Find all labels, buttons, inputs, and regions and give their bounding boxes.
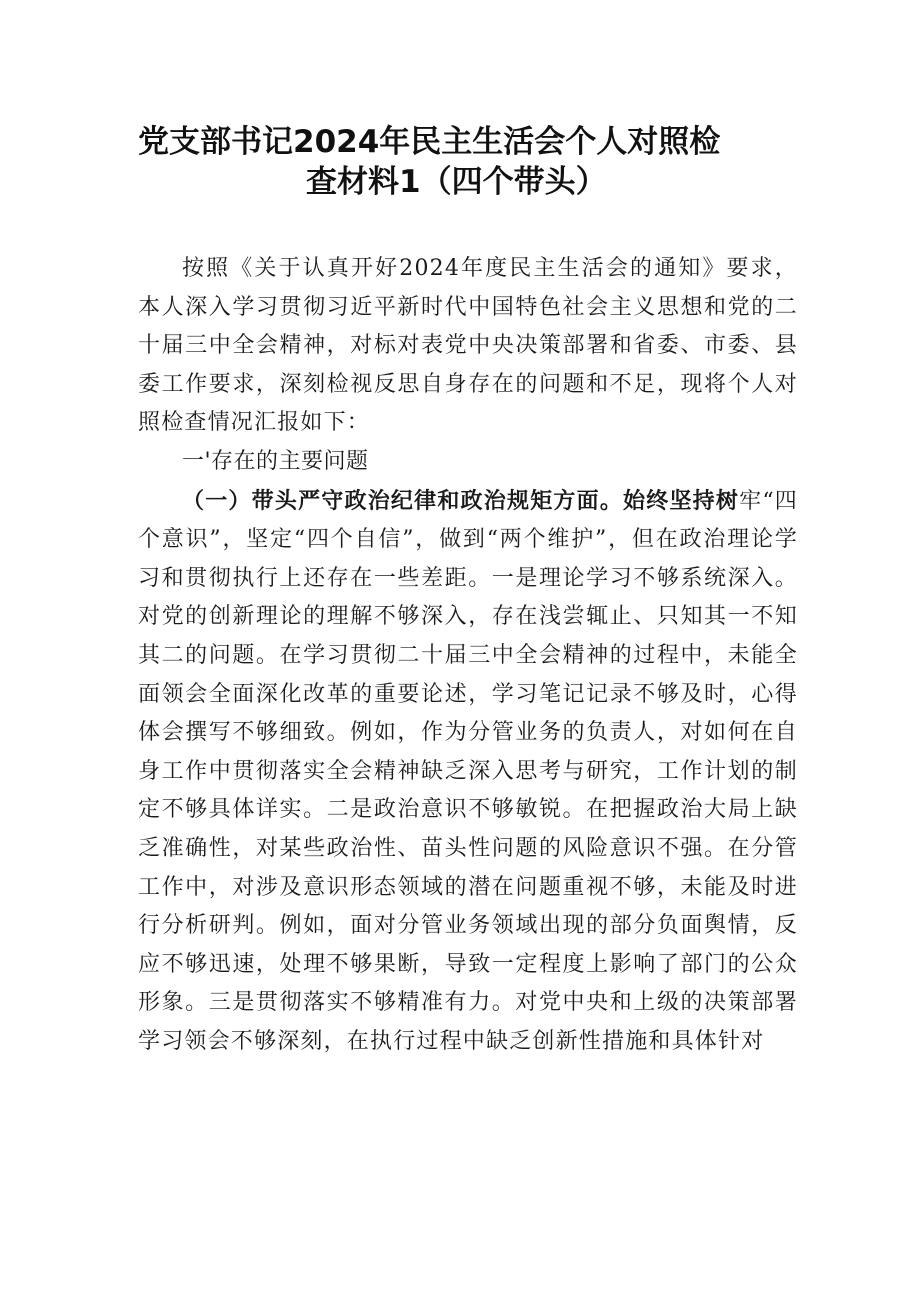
subsection-lead: （一）带头严守政治纪律和政治规矩方面。始终坚持树 (182, 487, 740, 514)
subsection-body: 牢“四个意识”，坚定“四个自信”，做到“两个维护”，但在政治理论学习和贯彻执行上还存在一些差距。一是理论学习不够系统深入。对党的创新理论的理解不够深入，存在浅尝辄止、只知其一不知其二的问题。在学习贯彻二十届三中全会精神的过程中，未能全面领会全面深化改革的重要论述，学习笔记记录不够及时，心得体会撰写不够细致。例如，作为分管业务的负责人，对如何在自身工作中贯彻落实全会精神缺乏深入思考与研究，工作计划的制定不够具体详实。二是政治意识不够敏锐。在把握政治大局上缺乏准确性，对某些政治性、苗头性问题的风险意识不强。在分管工作中，对涉及意识形态领域的潜在问题重视不够，未能及时进行分析研判。例如，面对分管业务领域出现的部分负面舆情，反应不够迅速，处理不够果断，导致一定程度上影响了部门的公众形象。三是贯彻落实不够精准有力。对党中央和上级的决策部署学习领会不够深刻，在执行过程中缺乏创新性措施和具体针对 (138, 488, 798, 1054)
section-heading: 一'存在的主要问题 (182, 448, 369, 474)
document-title-line-2: 查材料1（四个带头） (306, 164, 607, 200)
subsection-paragraph (138, 482, 798, 1062)
document-body (138, 250, 798, 1061)
intro-paragraph: 按照《关于认真开好2024年度民主生活会的通知》要求，本人深入学习贯彻习近平新时代中国特色社会主义思想和党的二十届三中全会精神，对标对表党中央决策部署和省委、市委、县委工作要求，深刻检视反思自身存在的问题和不足，现将个人对照检查情况汇报如下： (138, 256, 798, 436)
document-title-line-1: 党支部书记2024年民主生活会个人对照检 (138, 124, 721, 160)
